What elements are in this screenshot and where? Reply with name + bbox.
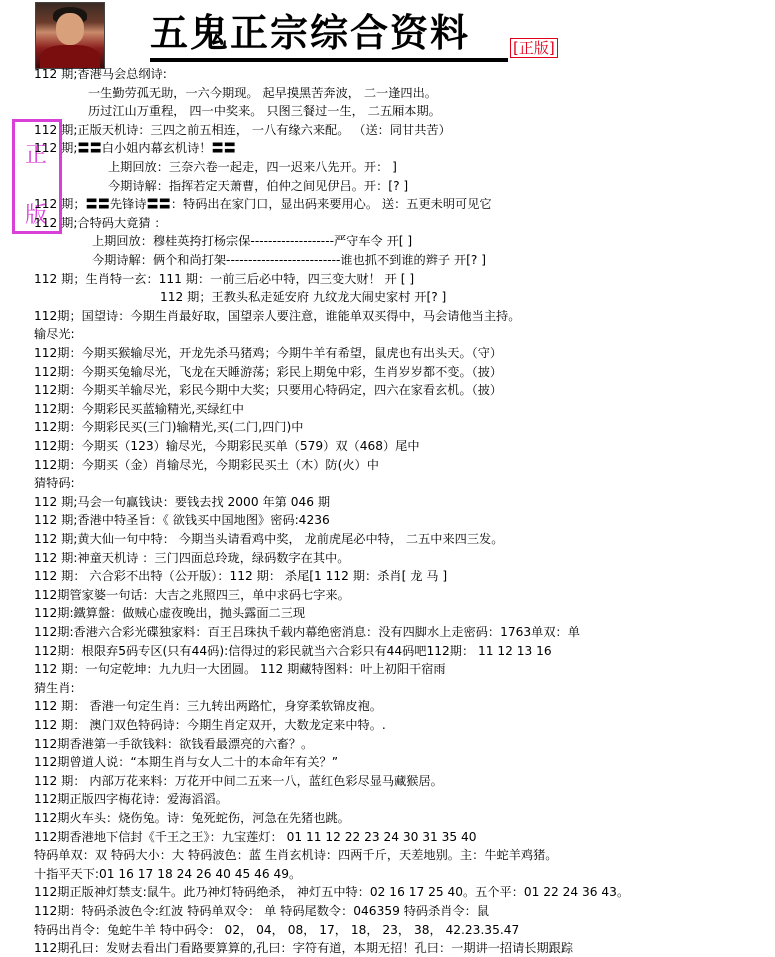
text-line: 112期曾道人说：“本期生肖与女人二十的本命年有关？” (34, 755, 339, 770)
avatar (35, 2, 105, 69)
text-line: 112 期;香港中特圣旨：《 欲钱买中国地图》密码:4236 (34, 513, 330, 528)
text-line: 112 期;马会一句赢钱诀：要钱去找 2000 年第 046 期 (34, 494, 331, 509)
stamp-char-1: 正 (25, 143, 48, 168)
text-line: 112期：今期买（123）输尽光，今期彩民买单（579）双（468）尾中 (34, 439, 420, 453)
text-line: 112期；国望诗：今期生肖最好取，国望亲人要注意，谁能单双买得中，马会请他当主持。 (34, 308, 521, 323)
avatar-face (56, 13, 84, 45)
text-line: 112期：今期买猴输尽光，开龙先杀马猪鸡；今期牛羊有希望，鼠虎也有出头天。（守） (34, 346, 503, 360)
text-line: 112 期；生肖特一玄：111 期：一前三后必中特，四三变大财！ 开 [ ] (34, 271, 415, 286)
text-line: 112 期；王教头私走延安府 九纹龙大闹史家村 开[? ] (160, 290, 447, 305)
text-line: 输尽光: (34, 327, 75, 342)
text-line: 112期：今期买（金）肖输尽光，今期彩民买土（木）防(火）中 (34, 457, 379, 472)
page-title: 五鬼正宗综合资料 (150, 10, 471, 55)
text-line: 112期：根限弃5码专区(只有44码):信得过的彩民就当六合彩只有44码吧112期： 11 12 13 16 (34, 643, 552, 658)
text-line: 112期：今期彩民买蓝输精光,买绿红中 (34, 401, 244, 416)
text-line: 十指平天下:01 16 17 18 24 26 40 45 46 49。 (34, 866, 302, 881)
text-line: 112期:鐵算盤：做贼心虚夜晚出，抛头露面二三现 (34, 606, 306, 621)
text-line: 112期香港地下信封《千王之王》：九宝莲灯： 01 11 12 22 23 24 30 31 35 40 (34, 829, 477, 844)
text-line: 112期:香港六合彩光碟独家料：百王吕珠执千载内幕绝密消息：没有四脚水上走密码：1763单双：单 (34, 625, 580, 639)
text-line: 特码单双：双 特码大小：大 特码波色：蓝 生肖玄机诗：四两千斤，天差地别。主：牛蛇羊鸡猪。 (34, 848, 558, 863)
text-line: 112期孔曰：发财去看出门看路要算算的,孔曰：字符有道，本期无招！孔曰：一期讲一招请长期跟踪 (34, 941, 574, 956)
text-line: 上期回放：三奈六卷一起走，四一迟来八先开。开： ] (108, 160, 397, 174)
text-line: 一生勤劳孤无助，一六今期现。 起早摸黑苦奔波， 二一逢四出。 (88, 85, 437, 100)
text-line: 112期正版神灯禁支:鼠牛。此乃神灯特码绝杀， 神灯五中特：02 16 17 25 40。五个平：01 22 24 36 43。 (34, 885, 630, 900)
text-line: 112 期： 香港一句定生肖：三九转出两路忙，身穿柔软锦皮袍。 (34, 699, 382, 714)
text-line: 112期：特码杀波色令:红波 特码单双令： 单 特码尾数令：046359 特码杀肖令：鼠 (34, 904, 490, 918)
text-line: 112期火车头：烧伤兔。诗：兔死蛇伤，河急在先猪也跳。 (34, 811, 350, 825)
text-line: 猜生肖: (34, 680, 75, 695)
title-underline (150, 58, 508, 62)
text-line: 112期香港第一手欲钱料：欲钱看最漂亮的六畜？。 (34, 736, 314, 751)
text-line: 112 期：一句定乾坤：九九归一大团圆。 112 期藏特图料：叶上初阳干宿雨 (34, 662, 446, 677)
text-line: 112 期;黄大仙一句中特： 今期当头请看鸡中奖， 龙前虎尾必中特， 二五中来四三发。 (34, 532, 504, 546)
text-line: 112期：今期买羊输尽光，彩民今期中大奖；只要用心特码定，四六在家看玄机。（披） (34, 383, 503, 398)
text-line: 112 期;合特码大竟猜 ： (34, 215, 167, 230)
text-line: 112 期： 六合彩不出特（公开版）：112 期： 杀尾[1 112 期：杀肖[ 龙 马 ] (34, 569, 448, 584)
text-line: 猜特码: (34, 476, 75, 491)
text-line: 112期正版四字梅花诗：爱海滔滔。 (34, 792, 228, 807)
text-line: 112 期;〓〓白小姐内幕玄机诗！〓〓 (34, 141, 236, 156)
text-line: 上期回放：穆桂英挎打杨宗保-------------------严守车令 开[ ] (92, 234, 413, 249)
text-line: 112期：今期彩民买(三门)输精光,买(二门,四门)中 (34, 420, 304, 435)
text-line: 112 期;香港马会总纲诗: (34, 67, 167, 81)
text-line: 112 期： 内部万花来料：万花开中间二五来一八，蓝红色彩尽显马藏猴居。 (34, 773, 443, 788)
text-line: 112 期；〓〓先锋诗〓〓：特码出在家门口，显出码来要用心。 送：五更未明可见它 (34, 197, 492, 212)
text-line: 112 期： 澳门双色特码诗：今期生肖定双开，大数龙定来中特。. (34, 718, 386, 732)
text-line: 历过江山万重程， 四一中奖来。 只图三餐过一生， 二五厢本期。 (88, 104, 441, 119)
text-line: 112 期:神童天机诗 ：三门四面总玲珑，绿码数字在其中。 (34, 550, 350, 565)
text-line: 112期管家婆一句话：大吉之兆照四三，单中求码七字来。 (34, 587, 350, 602)
text-line: 112 期;正版天机诗：三四之前五相连， 一八有缘六来配。 （送：同甘共苦） (34, 122, 451, 137)
text-line: 特码出肖令：兔蛇牛羊 特中码令： 02， 04， 08， 17， 18， 23， 38， 42.23.35.47 (34, 922, 520, 937)
stamp-char-2: 版 (25, 203, 48, 228)
genuine-badge: [正版] (510, 38, 558, 58)
text-line: 今期诗解：指挥若定天萧曹，伯仲之间见伊吕。开：[? ] (108, 178, 409, 193)
text-line: 今期诗解：俩个和尚打架--------------------------谁也抓不到谁的辫子 开[? ] (92, 253, 487, 267)
text-line: 112期：今期买兔输尽光，飞龙在天睡游荡；彩民上期兔中彩，生肖岁岁都不变。（披） (34, 364, 503, 379)
